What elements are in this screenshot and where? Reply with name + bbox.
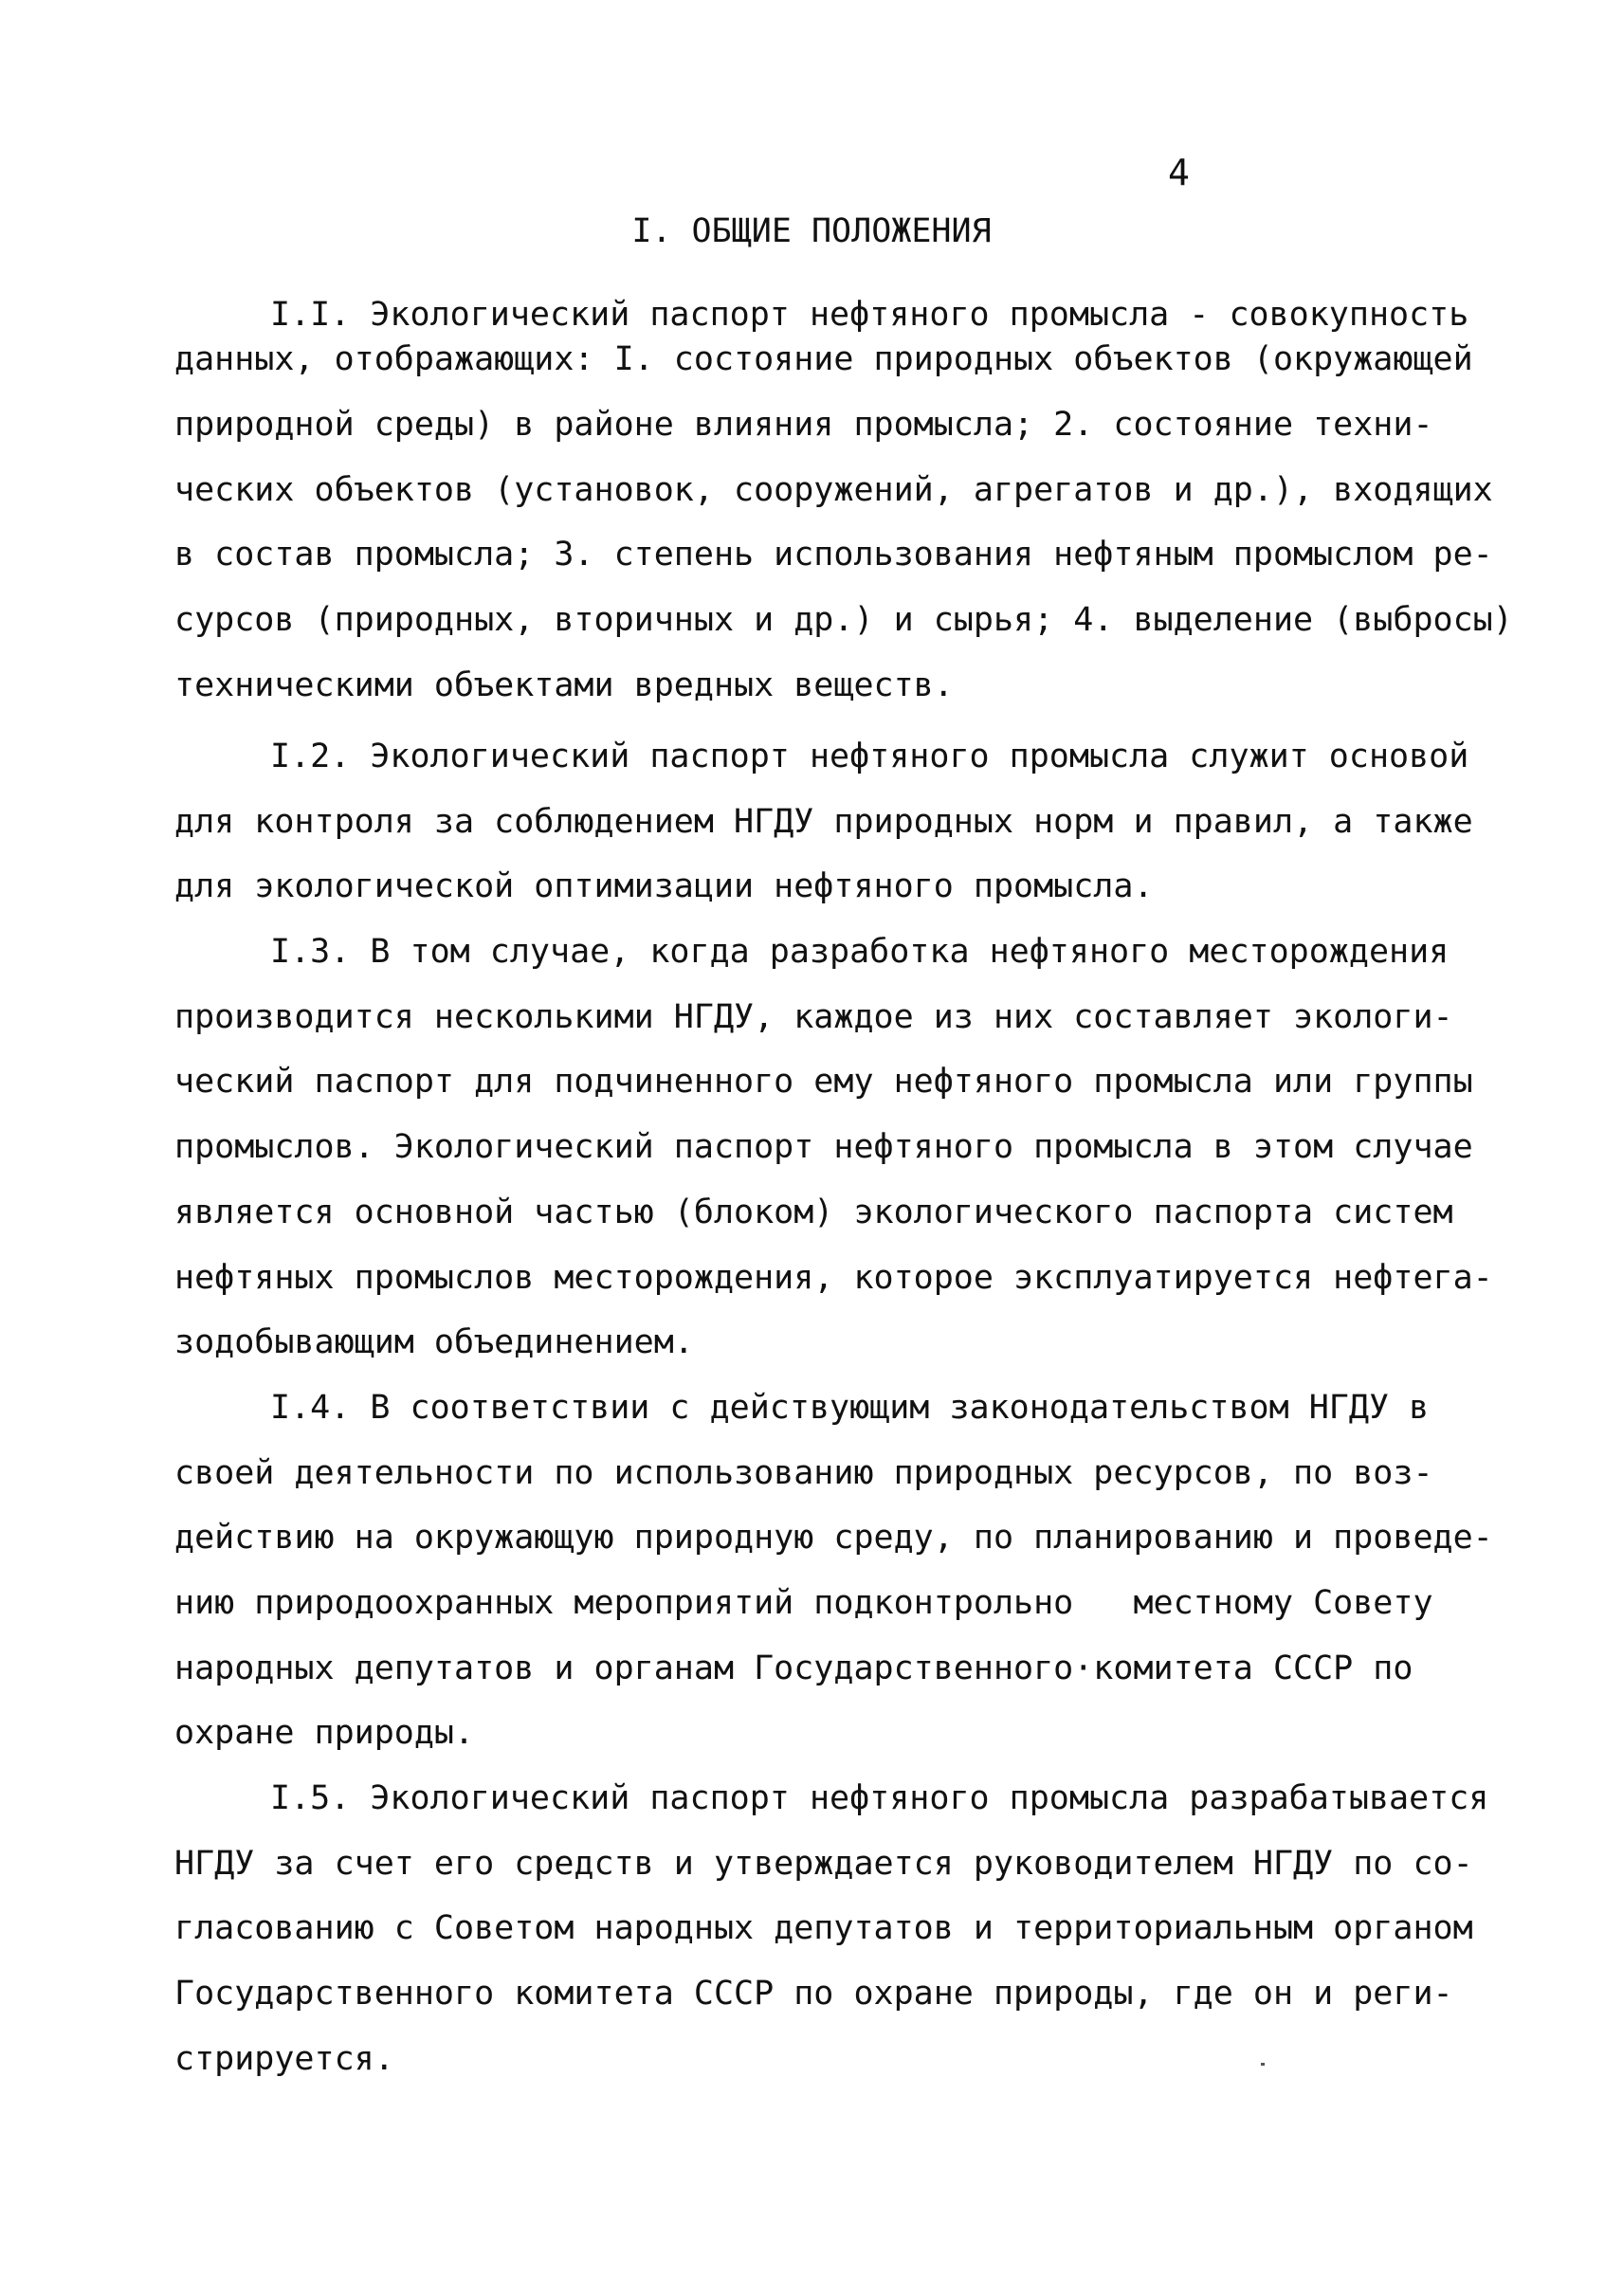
paragraph-1-5-line-5: стрируется. [174, 2040, 394, 2078]
paragraph-1-1-line-7: техническими объектами вредных веществ. [174, 666, 954, 704]
paragraph-1-4-line-4: нию природоохранных мероприятий подконтрольно местному Совету [174, 1584, 1433, 1622]
paragraph-1-4-line-6: охране природы. [174, 1714, 475, 1752]
paragraph-1-1-line-6: сурсов (природных, вторичных и др.) и сырья; 4. выделение (выбросы) [174, 601, 1513, 639]
section-title: I. ОБЩИЕ ПОЛОЖЕНИЯ [631, 212, 992, 250]
paragraph-1-2-line-3: для экологической оптимизации нефтяного промысла. [174, 867, 1154, 905]
paragraph-1-4-line-2: своей деятельности по использованию природных ресурсов, по воз- [174, 1454, 1433, 1492]
scan-speck [1261, 2063, 1265, 2066]
paragraph-1-5-line-3: гласованию с Советом народных депутатов и территориальным органом [174, 1909, 1473, 1947]
paragraph-1-2-line-2: для контроля за соблюдением НГДУ природных норм и правил, а также [174, 803, 1473, 841]
page-number: 4 [1168, 152, 1190, 193]
paragraph-1-1-line-1: I.I. Экологический паспорт нефтяного промысла - совокупность [270, 296, 1469, 334]
paragraph-1-3-line-6: нефтяных промыслов месторождения, которое эксплуатируется нефтега- [174, 1259, 1493, 1297]
paragraph-1-1-line-3: природной среды) в районе влияния промысла; 2. состояние техни- [174, 406, 1433, 444]
paragraph-1-5-line-1: I.5. Экологический паспорт нефтяного промысла разрабатывается [270, 1779, 1489, 1817]
paragraph-1-3-line-5: является основной частью (блоком) экологического паспорта систем [174, 1194, 1453, 1231]
paragraph-1-1-line-2: данных, отображающих: I. состояние природных объектов (окружающей [174, 340, 1473, 378]
paragraph-1-2-line-1: I.2. Экологический паспорт нефтяного промысла служит основой [270, 738, 1469, 775]
paragraph-1-3-line-4: промыслов. Экологический паспорт нефтяного промысла в этом случае [174, 1128, 1473, 1166]
paragraph-1-3-line-7: зодобывающим объединением. [174, 1323, 694, 1361]
paragraph-1-4-line-5: народных депутатов и органам Государственного·комитета СССР по [174, 1649, 1413, 1687]
paragraph-1-1-line-5: в состав промысла; 3. степень использования нефтяным промыслом ре- [174, 536, 1493, 574]
paragraph-1-4-line-3: действию на окружающую природную среду, по планированию и проведе- [174, 1519, 1493, 1557]
paragraph-1-4-line-1: I.4. В соответствии с действующим законодательством НГДУ в [270, 1389, 1430, 1427]
paragraph-1-5-line-4: Государственного комитета СССР по охране природы, где он и реги- [174, 1975, 1453, 2013]
paragraph-1-5-line-2: НГДУ за счет его средств и утверждается руководителем НГДУ по со- [174, 1845, 1473, 1883]
paragraph-1-1-line-4: ческих объектов (установок, сооружений, агрегатов и др.), входящих [174, 471, 1493, 509]
paragraph-1-3-line-3: ческий паспорт для подчиненного ему нефтяного промысла или группы [174, 1063, 1473, 1101]
paragraph-1-3-line-1: I.3. В том случае, когда разработка нефтяного месторождения [270, 933, 1450, 971]
paragraph-1-3-line-2: производится несколькими НГДУ, каждое из них составляет экологи- [174, 998, 1453, 1036]
